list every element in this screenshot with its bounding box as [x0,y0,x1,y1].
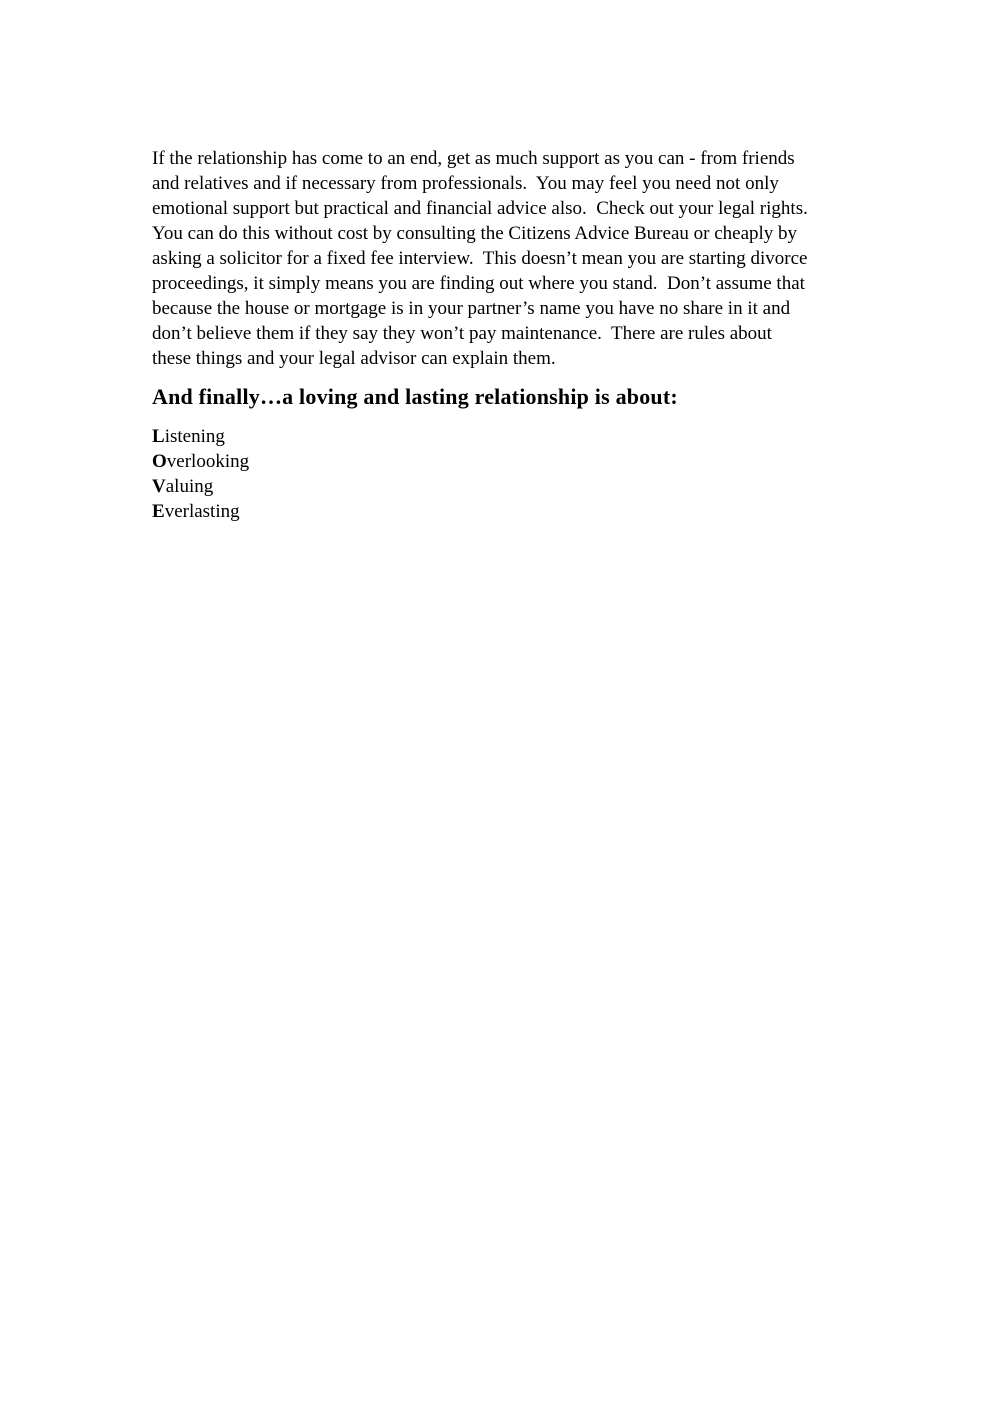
paragraph-line: asking a solicitor for a fixed fee interview. This doesn’t mean you are starting divorce [152,248,808,269]
acrostic-item-valuing [152,474,872,499]
acrostic-item-everlasting [152,499,872,524]
paragraph-line: and relatives and if necessary from professionals. You may feel you need not only [152,173,779,194]
acrostic-rest: verlooking [166,451,250,472]
acrostic-item-overlooking [152,449,872,474]
section-heading: And finally…a loving and lasting relationship is about: [152,384,678,409]
acrostic-item-listening [152,424,872,449]
paragraph-line: emotional support but practical and financial advice also. Check out your legal rights. [152,198,808,219]
acrostic-rest: aluing [165,476,214,497]
acrostic-initial: O [152,451,167,472]
acrostic-initial: V [152,476,166,497]
paragraph-line: these things and your legal advisor can explain them. [152,348,556,369]
paragraph-line: because the house or mortgage is in your partner’s name you have no share in it and [152,298,791,319]
paragraph-line: You can do this without cost by consulting the Citizens Advice Bureau or cheaply by [152,223,798,244]
acrostic-rest: istening [164,426,225,447]
paragraph-line: proceedings, it simply means you are finding out where you stand. Don’t assume that [152,273,805,294]
acrostic-list [152,424,872,524]
acrostic-initial: E [152,501,165,522]
paragraph-line: don’t believe them if they say they won’t pay maintenance. There are rules about [152,323,772,344]
paragraph-line: If the relationship has come to an end, get as much support as you can - from friends [152,148,795,169]
body-paragraph [152,146,872,371]
acrostic-initial: L [152,426,165,447]
document-content [152,146,872,524]
acrostic-rest: verlasting [164,501,240,522]
